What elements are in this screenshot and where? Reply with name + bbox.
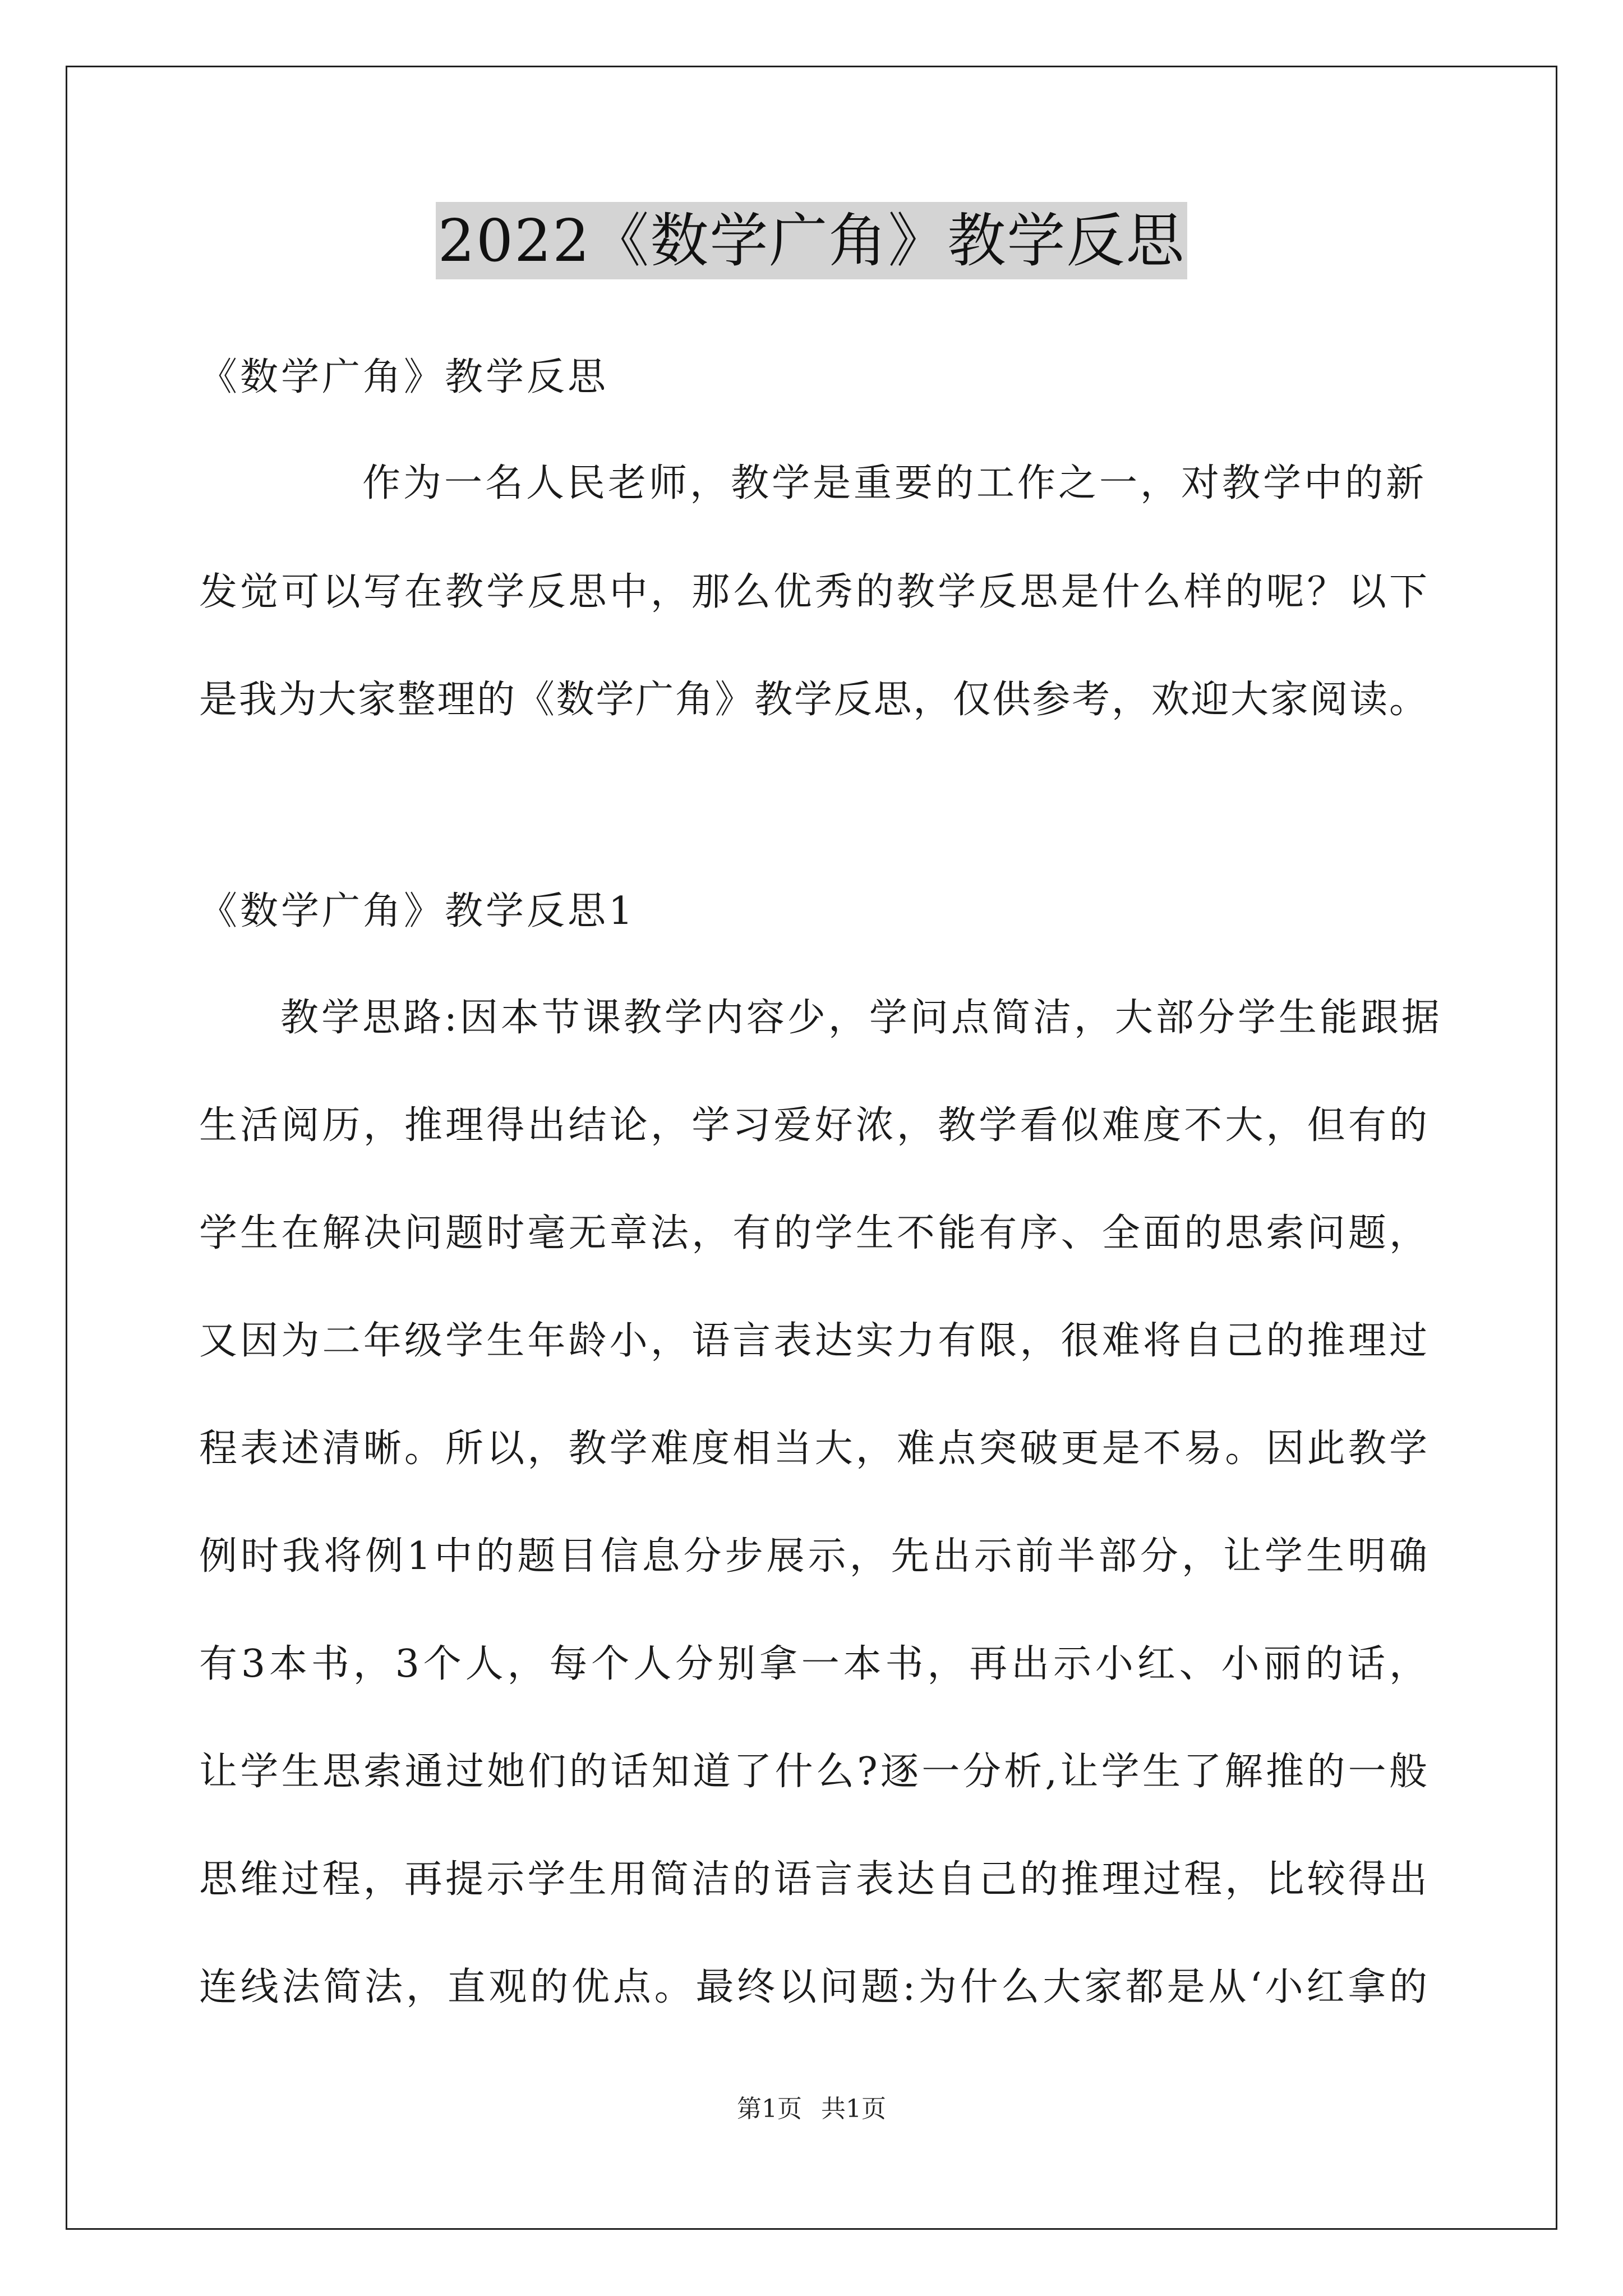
page-total: 共1页 (821, 2095, 886, 2123)
body-line: 学生在解决问题时毫无章法，有的学生不能有序、全面的思索问题， (199, 1211, 1427, 1255)
section-heading: 《数学广角》教学反思1 (199, 889, 636, 933)
title-container (0, 202, 1623, 279)
page-footer (0, 2092, 1623, 2126)
intro-line: 是我为大家整理的《数学广角》教学反思，仅供参考，欢迎大家阅读。 (199, 678, 1427, 722)
body-line: 生活阅历，推理得出结论，学习爱好浓，教学看似难度不大，但有的 (199, 1103, 1427, 1148)
body-line: 例时我将例1中的题目信息分步展示，先出示前半部分，让学生明确 (199, 1534, 1427, 1579)
body-line: 又因为二年级学生年龄小，语言表达实力有限，很难将自己的推理过 (199, 1319, 1427, 1363)
page-number: 第1页 (737, 2095, 802, 2123)
body-line: 教学思路:因本节课教学内容少，学问点简洁，大部分学生能跟据 (280, 996, 1442, 1040)
body-line: 连线法简法，直观的优点。最终以问题:为什么大家都是从‘小红拿的 (199, 1965, 1427, 2009)
body-line: 有3本书，3个人，每个人分别拿一本书，再出示小红、小丽的话， (199, 1642, 1427, 1686)
body-line: 思维过程，再提示学生用简洁的语言表达自己的推理过程，比较得出 (199, 1857, 1427, 1902)
intro-line: 发觉可以写在教学反思中，那么优秀的教学反思是什么样的呢？以下 (199, 570, 1427, 614)
document-subtitle: 《数学广角》教学反思 (199, 355, 609, 399)
body-line: 程表述清晰。所以，教学难度相当大，难点突破更是不易。因此教学 (199, 1427, 1427, 1471)
body-line: 让学生思索通过她们的话知道了什么?逐一分析,让学生了解推的一般 (199, 1750, 1427, 1794)
document-title: 2022《数学广角》教学反思 (436, 202, 1188, 279)
intro-line: 作为一名人民老师，教学是重要的工作之一，对教学中的新 (362, 461, 1427, 505)
